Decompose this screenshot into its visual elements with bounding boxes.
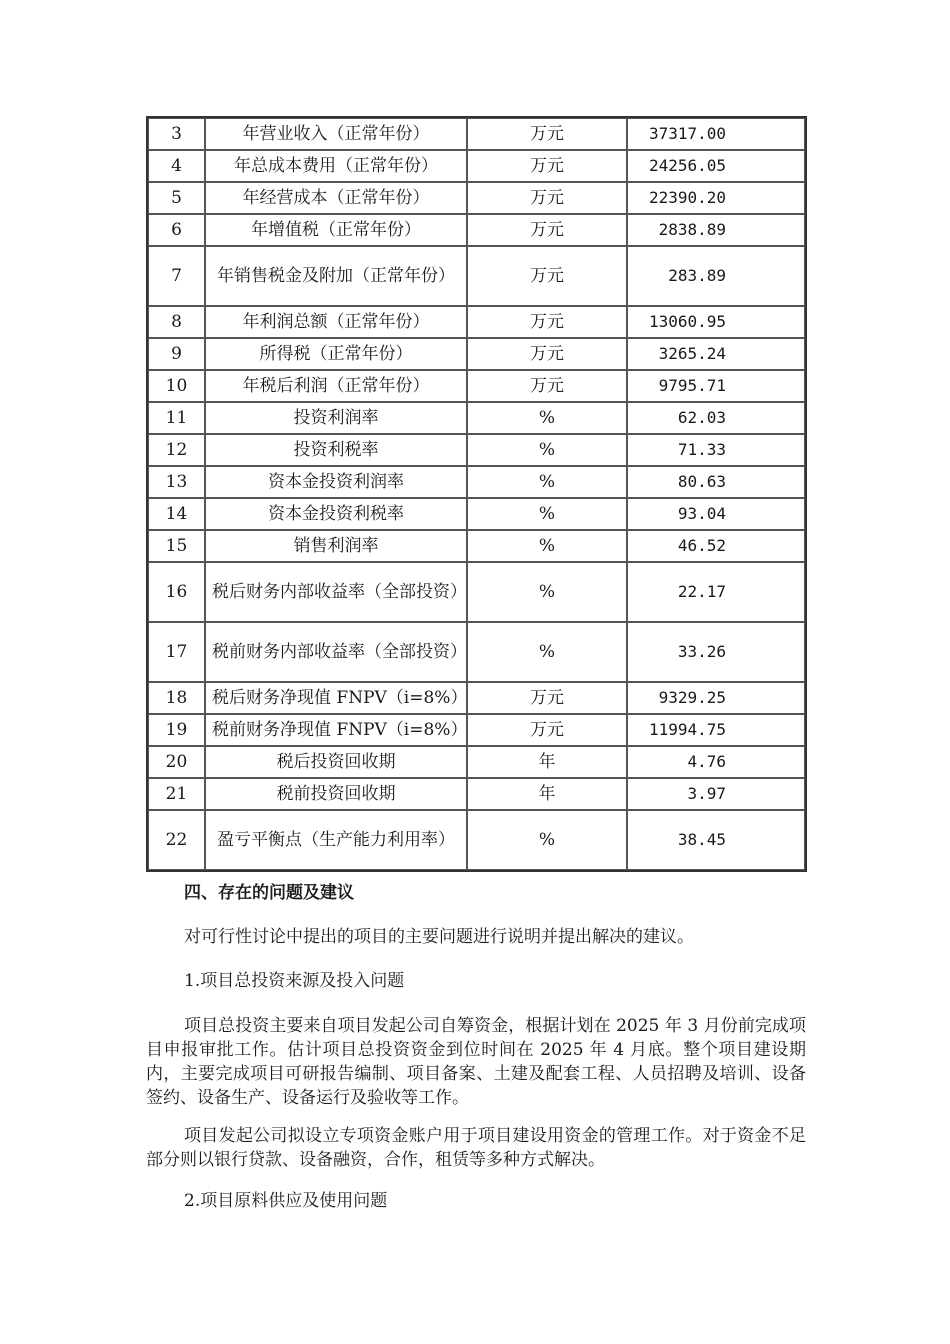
row-number: 5 xyxy=(148,182,205,214)
table-row xyxy=(148,370,805,402)
table-row xyxy=(148,682,805,714)
paragraph-fund-management: 项目发起公司拟设立专项资金账户用于项目建设用资金的管理工作。对于资金不足部分则以银行贷款、设备融资，合作，租赁等多种方式解决。 xyxy=(146,1126,806,1170)
indicator-value: 33.26 xyxy=(627,622,805,682)
indicator-unit: % xyxy=(467,562,627,622)
row-number: 21 xyxy=(148,778,205,810)
indicator-unit: 万元 xyxy=(467,182,627,214)
indicator-value: 80.63 xyxy=(627,466,805,498)
indicator-unit: 万元 xyxy=(467,150,627,182)
paragraph-investment-source: 项目总投资主要来自项目发起公司自筹资金，根据计划在 2025 年 3 月份前完成项目申报审批工作。估计项目总投资资金到位时间在 2025 年 4 月底。整个项目建设期内，主要完成项目可研报告编制、项目备案、土建及配套工程、人员招聘及培训、设备签约、设备生产、设备运行及验收等工作。 xyxy=(146,1016,806,1108)
indicator-name: 资本金投资利润率 xyxy=(205,466,467,498)
indicator-value: 9329.25 xyxy=(627,682,805,714)
indicator-name: 税后财务净现值 FNPV（i=8%） xyxy=(205,682,467,714)
indicator-unit: 万元 xyxy=(467,118,627,150)
indicator-unit: % xyxy=(467,622,627,682)
table-row xyxy=(148,530,805,562)
indicator-name: 所得税（正常年份） xyxy=(205,338,467,370)
indicator-value: 37317.00 xyxy=(627,118,805,150)
indicator-name: 盈亏平衡点（生产能力利用率） xyxy=(205,810,467,870)
indicator-unit: 年 xyxy=(467,746,627,778)
table-row xyxy=(148,150,805,182)
table-row xyxy=(148,498,805,530)
indicator-unit: 万元 xyxy=(467,682,627,714)
indicator-value: 24256.05 xyxy=(627,150,805,182)
indicator-value: 4.76 xyxy=(627,746,805,778)
section-heading: 四、存在的问题及建议 xyxy=(184,883,354,903)
indicator-unit: % xyxy=(467,434,627,466)
indicator-name: 年增值税（正常年份） xyxy=(205,214,467,246)
indicator-name: 税前投资回收期 xyxy=(205,778,467,810)
row-number: 13 xyxy=(148,466,205,498)
indicator-name: 税后财务内部收益率（全部投资） xyxy=(205,562,467,622)
indicator-name: 税后投资回收期 xyxy=(205,746,467,778)
row-number: 10 xyxy=(148,370,205,402)
indicator-value: 71.33 xyxy=(627,434,805,466)
indicator-unit: % xyxy=(467,402,627,434)
indicator-name: 税前财务内部收益率（全部投资） xyxy=(205,622,467,682)
indicator-name: 年销售税金及附加（正常年份） xyxy=(205,246,467,306)
indicator-name: 投资利税率 xyxy=(205,434,467,466)
row-number: 3 xyxy=(148,118,205,150)
row-number: 18 xyxy=(148,682,205,714)
indicator-name: 年营业收入（正常年份） xyxy=(205,118,467,150)
indicator-unit: % xyxy=(467,498,627,530)
indicator-value: 283.89 xyxy=(627,246,805,306)
row-number: 19 xyxy=(148,714,205,746)
indicator-unit: % xyxy=(467,530,627,562)
indicator-value: 22.17 xyxy=(627,562,805,622)
row-number: 9 xyxy=(148,338,205,370)
table-row xyxy=(148,746,805,778)
indicator-value: 11994.75 xyxy=(627,714,805,746)
table-row xyxy=(148,118,805,150)
indicator-name: 年利润总额（正常年份） xyxy=(205,306,467,338)
indicator-name: 年税后利润（正常年份） xyxy=(205,370,467,402)
table-row xyxy=(148,622,805,682)
indicator-unit: 万元 xyxy=(467,714,627,746)
table-row xyxy=(148,810,805,870)
row-number: 22 xyxy=(148,810,205,870)
indicator-value: 22390.20 xyxy=(627,182,805,214)
indicator-unit: 万元 xyxy=(467,306,627,338)
row-number: 7 xyxy=(148,246,205,306)
indicator-value: 46.52 xyxy=(627,530,805,562)
row-number: 8 xyxy=(148,306,205,338)
section-intro: 对可行性讨论中提出的项目的主要问题进行说明并提出解决的建议。 xyxy=(184,927,694,947)
row-number: 20 xyxy=(148,746,205,778)
indicator-unit: 年 xyxy=(467,778,627,810)
subheading-raw-materials: 2.项目原料供应及使用问题 xyxy=(184,1191,388,1211)
table-row xyxy=(148,434,805,466)
indicator-value: 38.45 xyxy=(627,810,805,870)
row-number: 6 xyxy=(148,214,205,246)
table-row xyxy=(148,778,805,810)
indicator-name: 销售利润率 xyxy=(205,530,467,562)
row-number: 14 xyxy=(148,498,205,530)
indicator-unit: % xyxy=(467,810,627,870)
table-row xyxy=(148,306,805,338)
indicator-name: 税前财务净现值 FNPV（i=8%） xyxy=(205,714,467,746)
indicator-unit: 万元 xyxy=(467,214,627,246)
indicator-table xyxy=(146,116,807,872)
indicator-unit: 万元 xyxy=(467,370,627,402)
table-row xyxy=(148,466,805,498)
indicator-name: 投资利润率 xyxy=(205,402,467,434)
table-row xyxy=(148,214,805,246)
indicator-unit: 万元 xyxy=(467,246,627,306)
indicator-value: 62.03 xyxy=(627,402,805,434)
indicator-value: 13060.95 xyxy=(627,306,805,338)
indicator-value: 9795.71 xyxy=(627,370,805,402)
indicator-value: 3.97 xyxy=(627,778,805,810)
subheading-investment: 1.项目总投资来源及投入问题 xyxy=(184,971,405,991)
table-row xyxy=(148,338,805,370)
table-row xyxy=(148,562,805,622)
indicator-unit: % xyxy=(467,466,627,498)
table-row xyxy=(148,714,805,746)
indicator-table-body xyxy=(148,118,805,870)
indicator-unit: 万元 xyxy=(467,338,627,370)
row-number: 15 xyxy=(148,530,205,562)
indicator-value: 2838.89 xyxy=(627,214,805,246)
row-number: 11 xyxy=(148,402,205,434)
indicator-name: 资本金投资利税率 xyxy=(205,498,467,530)
table-row xyxy=(148,182,805,214)
table-row xyxy=(148,246,805,306)
row-number: 16 xyxy=(148,562,205,622)
indicator-name: 年总成本费用（正常年份） xyxy=(205,150,467,182)
row-number: 17 xyxy=(148,622,205,682)
row-number: 12 xyxy=(148,434,205,466)
indicator-value: 3265.24 xyxy=(627,338,805,370)
indicator-name: 年经营成本（正常年份） xyxy=(205,182,467,214)
indicator-value: 93.04 xyxy=(627,498,805,530)
table-row xyxy=(148,402,805,434)
row-number: 4 xyxy=(148,150,205,182)
